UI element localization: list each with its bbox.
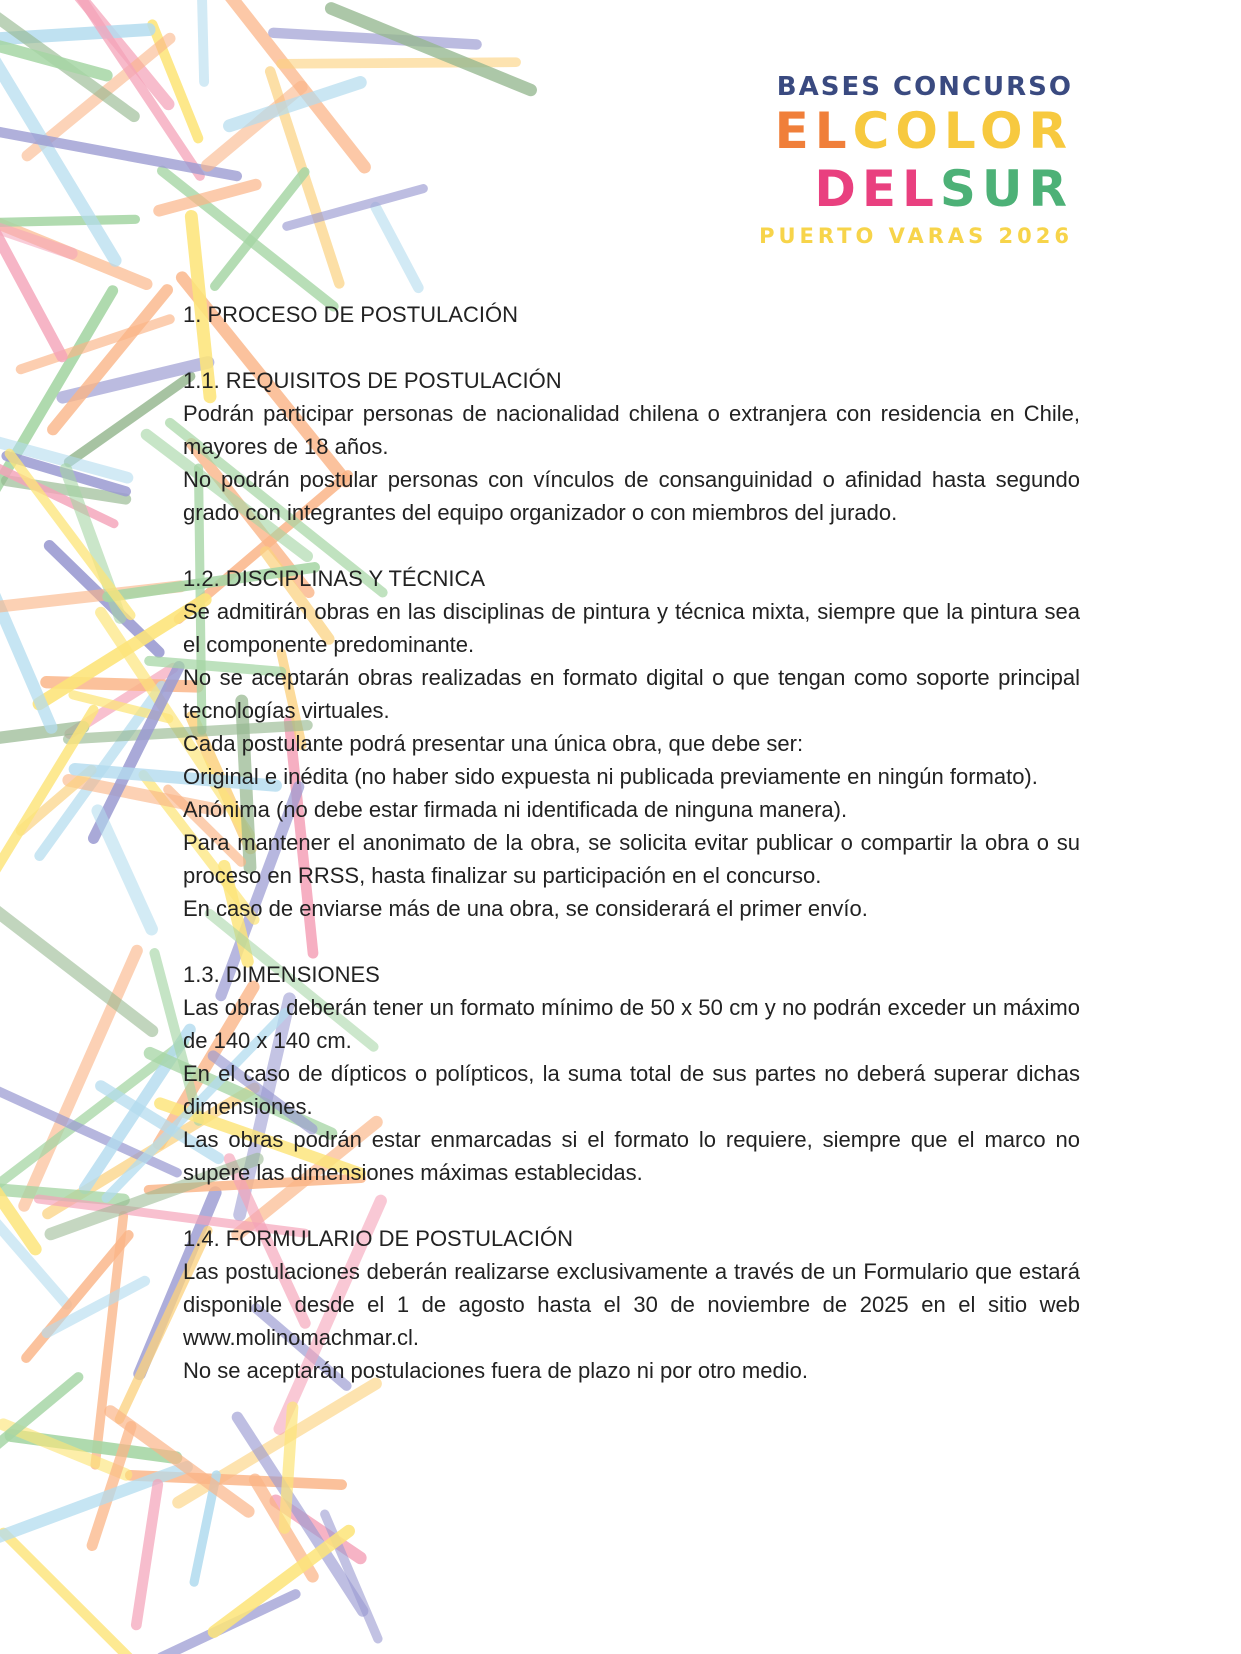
contest-logo: [759, 72, 1073, 248]
paragraph: No podrán postular personas con vínculos de consanguinidad o afinidad hasta segundo grado con integrantes del equipo organizador o con miembros del jurado.: [183, 467, 1080, 525]
paragraph: No se aceptarán postulaciones fuera de plazo ni por otro medio.: [183, 1358, 808, 1383]
logo-letter: L: [814, 102, 853, 160]
logo-letter: E: [774, 102, 815, 160]
logo-letter: E: [861, 160, 902, 218]
decorative-stick: [98, 811, 152, 929]
logo-title: BASES CONCURSO: [776, 72, 1073, 102]
paragraph: No se aceptarán obras realizadas en formato digital o que tengan como soporte principal tecnologías virtuales.: [183, 665, 1080, 723]
section: [183, 364, 1080, 529]
section-title: 1.3. DIMENSIONES: [183, 962, 380, 987]
main-title: 1. PROCESO DE POSTULACIÓN: [183, 302, 518, 327]
logo-letter: U: [981, 160, 1029, 218]
section: [183, 1222, 1080, 1387]
section-title: 1.2. DISCIPLINAS Y TÉCNICA: [183, 566, 486, 591]
paragraph: Las obras podrán estar enmarcadas si el formato lo requiere, siempre que el marco no supere las dimensiones máximas establecidas.: [183, 1127, 1080, 1185]
logo-del-sur: [759, 160, 1073, 218]
section-title: 1.1. REQUISITOS DE POSTULACIÓN: [183, 368, 562, 393]
logo-letter: R: [1028, 102, 1073, 160]
section-title: 1.4. FORMULARIO DE POSTULACIÓN: [183, 1226, 573, 1251]
decorative-stick: [285, 1407, 293, 1528]
paragraph: En caso de enviarse más de una obra, se considerará el primer envío.: [183, 896, 868, 921]
logo-letter: D: [814, 160, 862, 218]
section: [183, 958, 1080, 1189]
paragraph: Original e inédita (no haber sido expuesta ni publicada previamente en ningún formato).: [183, 764, 1038, 789]
paragraph: Podrán participar personas de nacionalidad chilena o extranjera con residencia en Chile, mayores de 18 años.: [183, 401, 1080, 459]
logo-el-color: [759, 102, 1073, 160]
sections-list: [183, 364, 1080, 1387]
decorative-stick: [376, 207, 419, 288]
paragraph: Se admitirán obras en las disciplinas de pintura y técnica mixta, siempre que la pintura sea el componente predominante.: [183, 599, 1080, 657]
decorative-stick: [0, 219, 135, 223]
logo-letter: S: [939, 160, 982, 218]
logo-letter: R: [1028, 160, 1073, 218]
section: [183, 562, 1080, 925]
logo-location-year: PUERTO VARAS 2026: [759, 224, 1073, 248]
logo-letter: O: [979, 102, 1029, 160]
decorative-stick: [202, 0, 204, 82]
paragraph: Para mantener el anonimato de la obra, se solicita evitar publicar o compartir la obra o su proceso en RRSS, hasta finalizar su participación en el concurso.: [183, 830, 1080, 888]
paragraph: Cada postulante podrá presentar una única obra, que debe ser:: [183, 731, 804, 756]
logo-letter: C: [852, 102, 896, 160]
decorative-stick: [136, 1484, 158, 1625]
paragraph: En el caso de dípticos o polípticos, la suma total de sus partes no deberá superar dichas dimensiones.: [183, 1061, 1080, 1119]
logo-letter: L: [943, 102, 980, 160]
decorative-stick: [0, 563, 51, 728]
paragraph: Las postulaciones deberán realizarse exclusivamente a través de un Formulario que estará disponible desde el 1 de agosto hasta el 30 de noviembre de 2025 en el sitio web www.molinomachmar.cl.: [183, 1259, 1080, 1350]
decorative-stick: [4, 1533, 146, 1654]
decorative-stick: [47, 1281, 145, 1333]
decorative-stick: [214, 1531, 349, 1632]
document-body: [183, 298, 1080, 1420]
decorative-stick: [237, 1417, 362, 1611]
paragraph: Anónima (no debe estar firmada ni identificada de ninguna manera).: [183, 797, 848, 822]
logo-letter: O: [895, 102, 944, 160]
decorative-stick: [273, 33, 476, 45]
paragraph: Las obras deberán tener un formato mínimo de 50 x 50 cm y no podrán exceder un máximo de 140 x 140 cm.: [183, 995, 1080, 1053]
logo-letter: L: [901, 160, 940, 218]
